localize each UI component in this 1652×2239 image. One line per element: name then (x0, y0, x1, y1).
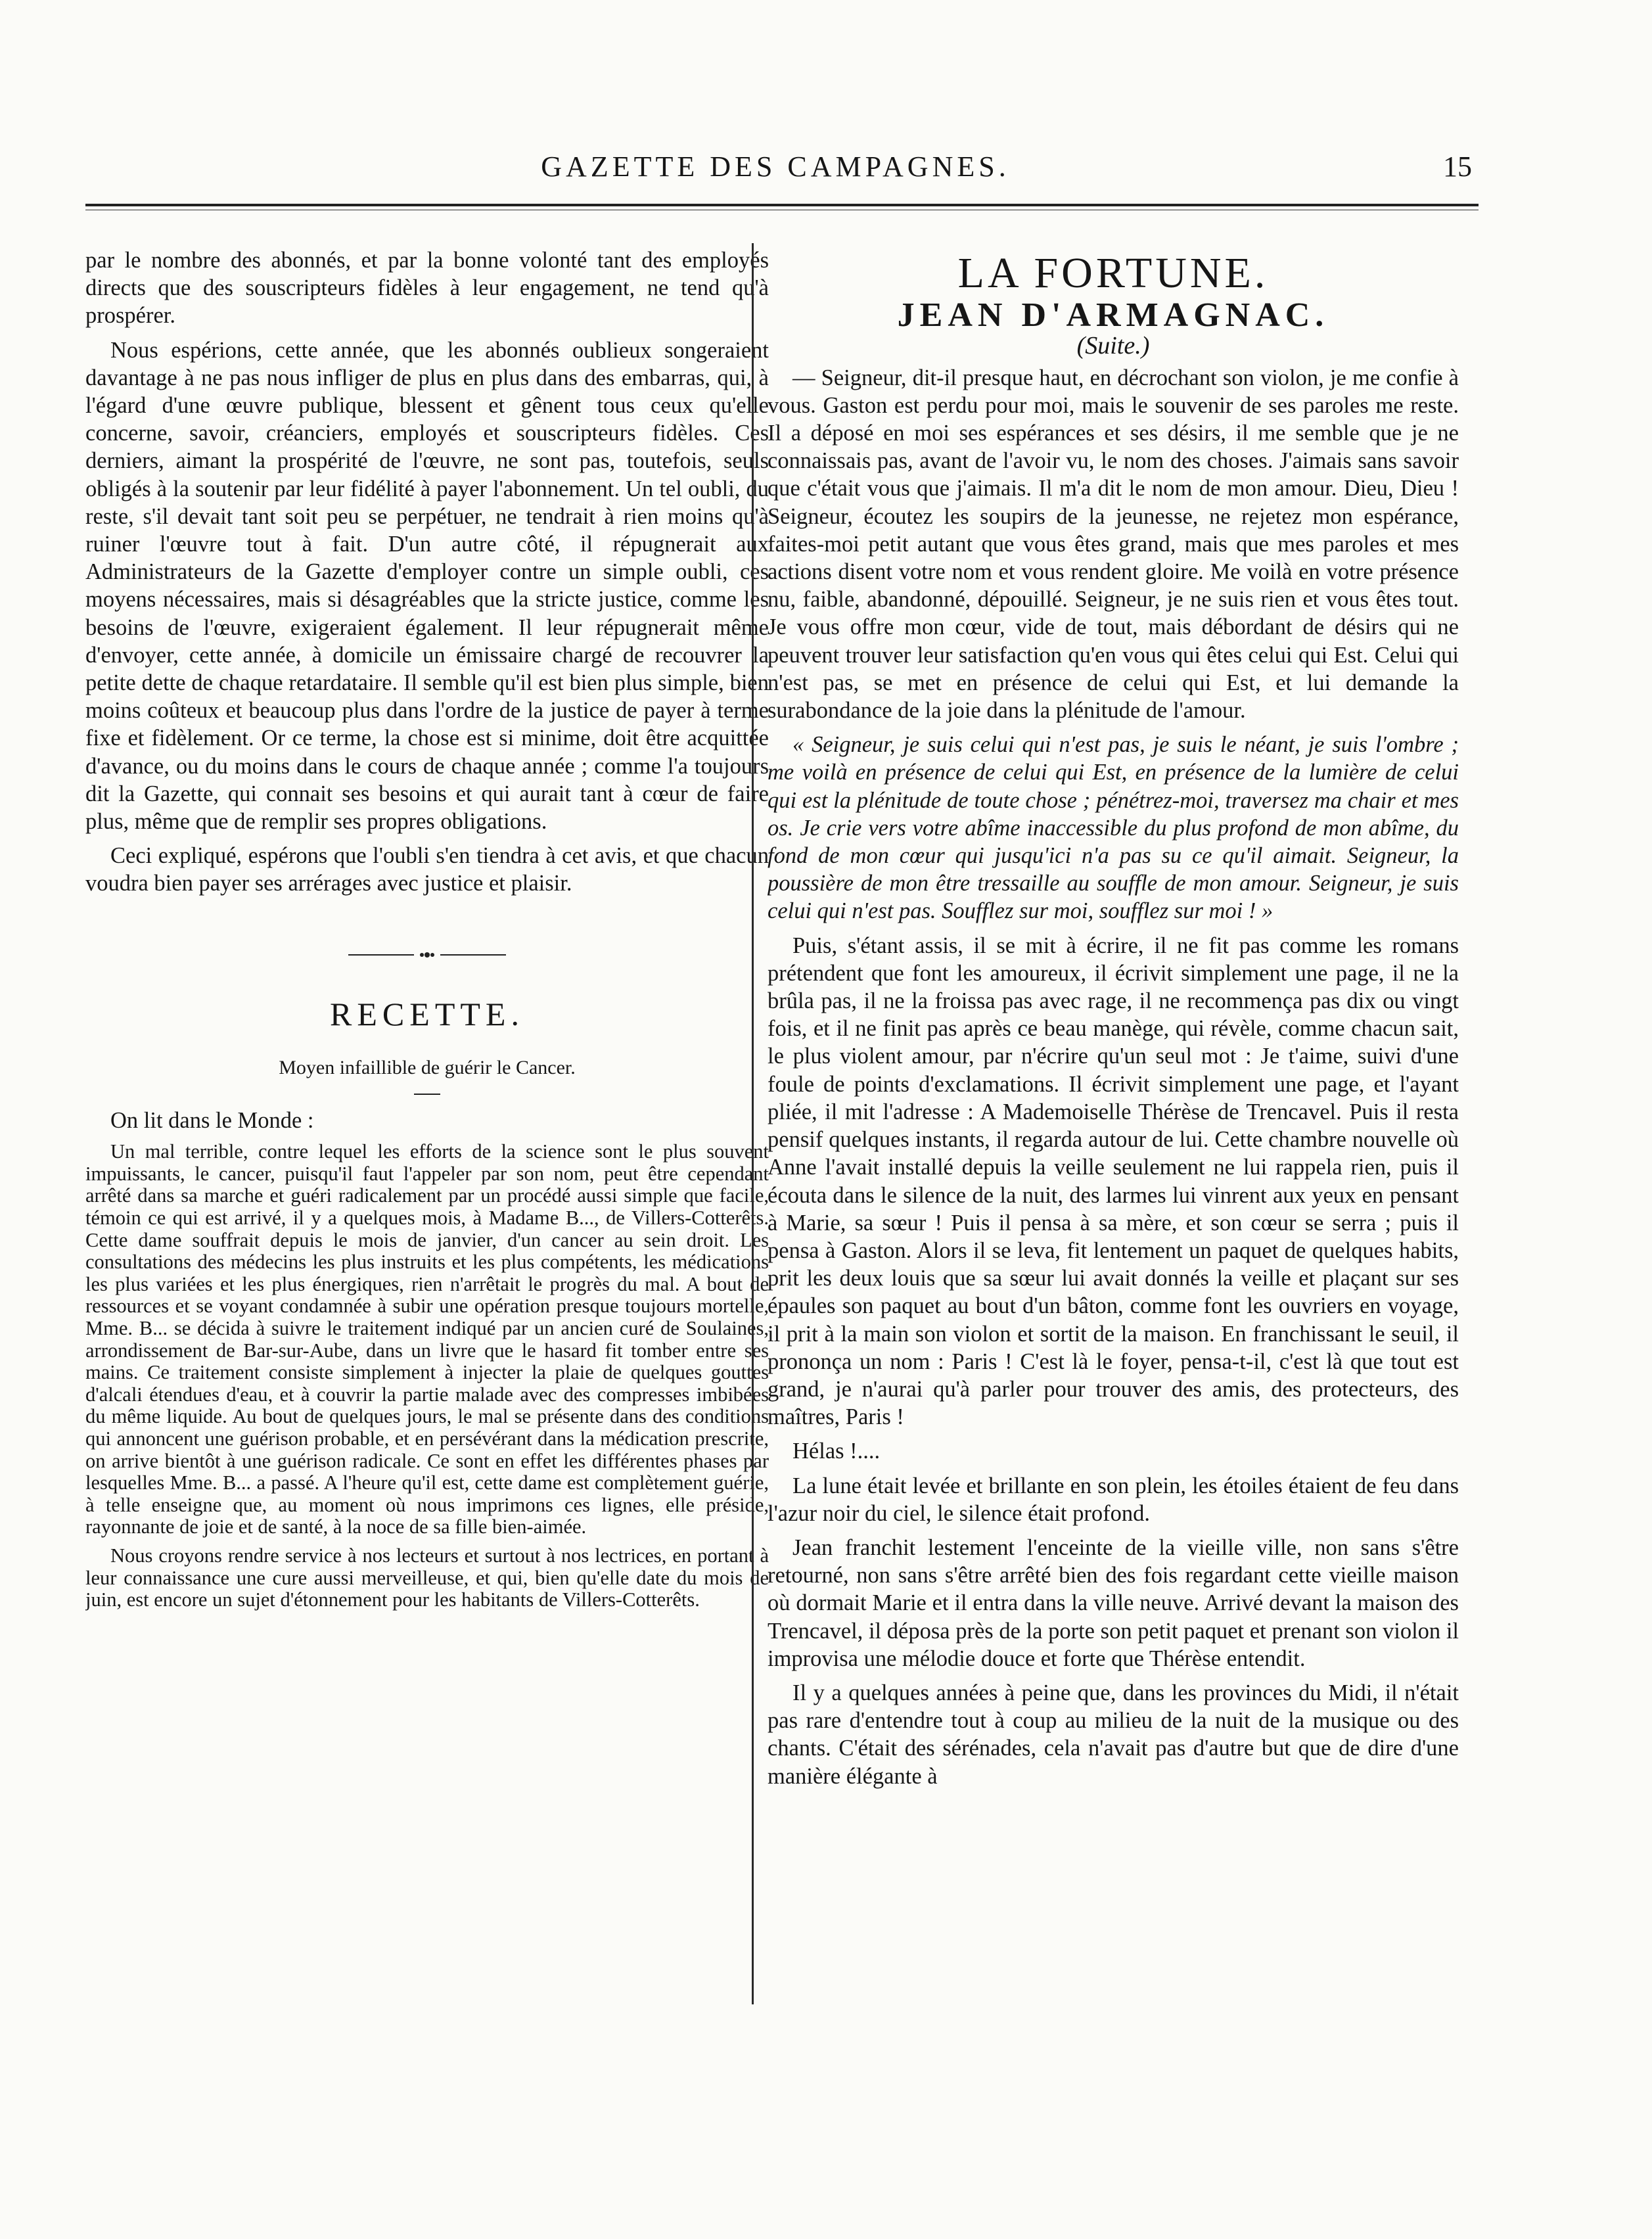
paragraph: La lune était levée et brillante en son plein, les étoiles étaient de feu dans l'azur noir du ciel, le silence était profond. (768, 1473, 1459, 1526)
feuilleton-title: LA FORTUNE. (957, 249, 1269, 297)
column-divider (752, 243, 754, 2004)
prayer-quote: « Seigneur, je suis celui qui n'est pas, je suis le néant, je suis l'ombre ; me voilà en présence de celui qui Est, en présence de la lumière de celui qui est la plénitude de toute chose ; pénétrez-moi, traversez ma chair et mes os. Je crie vers votre abîme inaccessible du plus profond de mon abîme, du fond de mon cœur qui jusqu'ici n'a pas su ce qu'il aimait. Seigneur, la poussière de mon être tressaille au souffle de mon amour. Seigneur, je suis celui qui n'est pas. Soufflez sur moi, soufflez sur moi ! » (768, 732, 1459, 924)
page-header (85, 150, 1472, 196)
paragraph: Un mal terrible, contre lequel les efforts de la science sont le plus souvent impuissants, le cancer, puisqu'il faut l'appeler par son nom, peut être cependant arrêté dans sa marche et guéri radicalement par un procédé aussi simple que facile, témoin ce qui est arrivé, il y a quelques mois, à Madame B..., de Villers-Cotterêts. Cette dame souffrait depuis le mois de janvier, d'un cancer au sein droit. Les consultations des médecins les plus instruits et les plus compétents, les médications les plus variées et les plus énergiques, rien n'arrêtait le progrès du mal. A bout de ressources et se voyant condamnée à subir une opération presque toujours mortelle, Mme. B... se décida à suivre le traitement indiqué par un ancien curé de Soulaines, arrondissement de Bar-sur-Aube, dans un livre que le hasard fit tomber entre ses mains. Ce traitement consiste simplement à injecter la plaie de quelques gouttes d'alcali étendues d'eau, et à couvrir la partie malade avec des compresses imbibées du même liquide. Au bout de quelques jours, le mal se présente dans des conditions qui annoncent une guérison probable, et en persévérant dans la médication prescrite, on arrive bientôt à une guérison radicale. Ce sont en effet les différentes phases par lesquelles Mme. B... a passé. A l'heure qu'il est, cette dame est complètement guérie, à telle enseigne que, au moment où nous imprimons ces lignes, elle préside, rayonnante de joie et de santé, à la noce de sa fille bien-aimée. (85, 1140, 769, 1538)
monde-intro: On lit dans le Monde : (110, 1108, 314, 1134)
recette-title: RECETTE. (330, 995, 524, 1032)
recette-subtitle: Moyen infaillible de guérir le Cancer. (279, 1056, 576, 1078)
ornament-divider (348, 949, 506, 961)
paragraph: Nous croyons rendre service à nos lecteurs et surtout à nos lectrices, en portant à leur connaissance une cure aussi merveilleuse, et qui, bien qu'elle date du mois de juin, est encore un sujet d'étonnement pour les habitants de Villers-Cotterêts. (85, 1544, 769, 1611)
header-rule (85, 204, 1479, 210)
newspaper-title: GAZETTE DES CAMPAGNES. (541, 150, 1010, 183)
paragraph: — Seigneur, dit-il presque haut, en décrochant son violon, je me confie à vous. Gaston est perdu pour moi, mais le souvenir de ses paroles me reste. Il a déposé en moi ses espérances et ses désirs, il me semble que je ne connaissais pas, avant de l'avoir vu, le nom des choses. J'aimais sans savoir que c'était vous que j'aimais. Il m'a dit le nom de mon amour. Dieu, Dieu ! Seigneur, écoutez les soupirs de la jeunesse, ne rejetez mon espérance, faites-moi petit autant que vous êtes grand, mais que mes paroles et mes actions disent votre nom et vous rendent gloire. Me voilà en votre présence nu, faible, abandonné, dépouillé. Seigneur, je ne suis rien et vous êtes tout. Je vous offre mon cœur, vide de tout, mais débordant de désirs qui ne peuvent trouver leur satisfaction qu'en vous qui êtes celui qui Est. Celui qui n'est pas, se met en présence de celui qui Est, et lui demande la surabondance de la joie dans la plénitude de l'amour. (768, 365, 1459, 724)
left-column (85, 246, 769, 1995)
paragraph: Ceci expliqué, espérons que l'oubli s'en tiendra à cet avis, et que chacun voudra bien payer ses arrérages avec justice et plaisir. (85, 843, 769, 896)
paragraph: Hélas !.... (792, 1439, 881, 1464)
right-column (768, 246, 1459, 1995)
story-title: JEAN D'ARMAGNAC. (897, 296, 1329, 335)
short-rule (414, 1094, 440, 1095)
paragraph: Puis, s'étant assis, il se mit à écrire, il ne fit pas comme les romans prétendent que font les amoureux, il écrivit simplement une page, il ne la brûla pas, il ne la froissa pas avec rage, il ne recommença pas dix ou vingt fois, et il ne finit pas après ce beau manège, qui révèle, comme chacun sait, le plus violent amour, par n'écrire qu'un seul mot : Je t'aime, suivi d'une foule de points d'exclamations. Il écrivit simplement une page, et l'ayant pliée, il mit l'adresse : A Mademoiselle Thérèse de Trencavel. Puis il resta pensif quelques instants, il regarda autour de lui. Cette chambre nouvelle où Anne l'avait installé depuis la veille seulement ne lui rappela rien, puis il écouta dans le silence de la nuit, des larmes lui vinrent aux yeux en pensant à Marie, sa sœur ! Puis il pensa à sa mère, et son cœur se serra ; puis il pensa à Gaston. Alors il se leva, fit lentement un paquet de quelques habits, prit les deux louis que sa sœur lui avait donnés la veille et plaçant sur ses épaules son paquet au bout d'un bâton, comme font les ouvriers en voyage, il prit à la main son violon et sortit de la maison. En franchissant le seuil, il prononça un nom : Paris ! C'est là le foyer, pensa-t-il, c'est là que tout est grand, je n'aurai qu'à parler pour trouver des amis, des protecteurs, des maîtres, Paris ! (768, 933, 1459, 1430)
paragraph: Jean franchit lestement l'enceinte de la vieille ville, non sans s'être retourné, non sans s'être arrêté bien des fois regardant cette vieille maison où dormait Marie et il entra dans la ville neuve. Arrivé devant la maison des Trencavel, il déposa près de la porte son petit paquet et prenant son violon il improvisa une mélodie douce et forte que Thérèse entendit. (768, 1535, 1459, 1671)
paragraph: Nous espérions, cette année, que les abonnés oublieux songeraient davantage à ne pas nous infliger de plus en plus dans des embarras, qui, à l'égard d'une œuvre publique, blessent et gênent tous ceux qu'elle concerne, savoir, créanciers, employés et souscripteurs fidèles. Ces derniers, aimant la prospérité de l'œuvre, ne sont pas, toutefois, seuls obligés à la soutenir par leur fidélité à payer l'abonnement. Un tel oubli, du reste, s'il devait tant soit peu se perpétuer, ne tendrait à rien moins qu'à ruiner l'œuvre tout à fait. D'un autre côté, il répugnerait aux Administrateurs de la Gazette d'employer contre un simple oubli, ces moyens nécessaires, mais si désagréables que la stricte justice, comme les besoins de l'œuvre, exigeraient également. Il leur répugnerait même d'envoyer, cette année, à domicile un émissaire chargé de recouvrer la petite dette de chaque retardataire. Il semble qu'il est bien plus simple, bien moins coûteux et beaucoup plus dans l'ordre de la justice de payer à terme fixe et fidèlement. Or ce terme, la chose est si minime, doit être acquittée d'avance, ou du moins dans le cours de chaque année ; comme l'a toujours dit la Gazette, qui connait ses besoins et qui aurait tant à cœur de faire plus, même que de remplir ses propres obligations. (85, 337, 769, 835)
suite-label: (Suite.) (1076, 332, 1150, 360)
paragraph: par le nombre des abonnés, et par la bonne volonté tant des employés directs que des souscripteurs fidèles à leur engagement, ne tend qu'à prospérer. (85, 248, 769, 329)
page-number: 15 (1443, 150, 1472, 183)
paragraph: Il y a quelques années à peine que, dans les provinces du Midi, il n'était pas rare d'entendre tout à coup au milieu de la nuit de la musique ou des chants. C'était des sérénades, cela n'avait pas d'autre but que de dire d'une manière élégante à (768, 1680, 1459, 1789)
